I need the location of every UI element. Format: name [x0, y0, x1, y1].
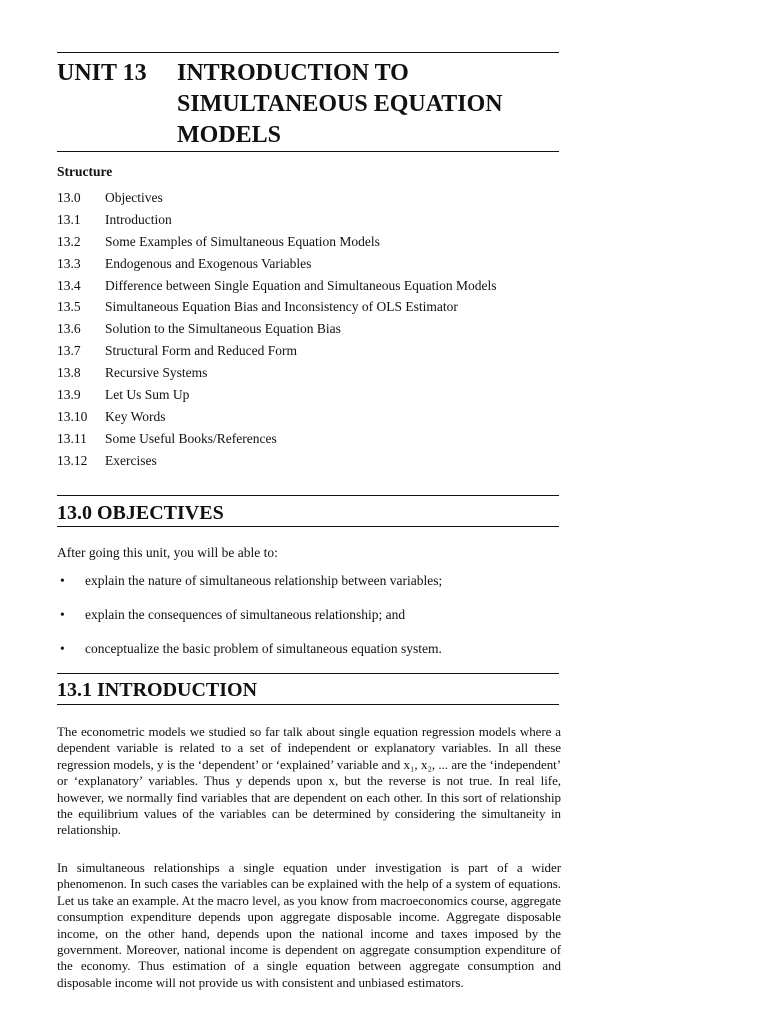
- structure-heading: Structure: [57, 164, 113, 179]
- structure-item-number: 13.12: [57, 452, 88, 468]
- structure-item-number: 13.11: [57, 430, 87, 446]
- unit-title-lines: [177, 58, 503, 151]
- structure-item: [57, 450, 557, 472]
- bullet-icon: •: [60, 607, 65, 622]
- structure-item-number: 13.3: [57, 255, 81, 271]
- structure-item-number: 13.6: [57, 321, 81, 337]
- structure-item-number: 13.0: [57, 190, 81, 205]
- structure-item-label: Let Us Sum Up: [105, 387, 190, 403]
- structure-item: [57, 406, 557, 428]
- objective-text: explain the consequences of simultaneous relationship; and: [85, 607, 406, 622]
- bullet-icon: •: [60, 641, 65, 656]
- structure-item-label: Simultaneous Equation Bias and Inconsistency of OLS Estimator: [105, 299, 458, 315]
- structure-item: [57, 253, 557, 275]
- structure-item: [57, 362, 557, 384]
- structure-item: [57, 318, 557, 340]
- structure-item-label: Objectives: [105, 190, 163, 205]
- structure-item-label: Key Words: [105, 408, 166, 424]
- structure-item-label: Recursive Systems: [105, 365, 208, 381]
- introduction-bottom-rule: [57, 704, 559, 705]
- structure-item-label: Structural Form and Reduced Form: [105, 343, 297, 359]
- unit-title-line: INTRODUCTION TO: [177, 60, 409, 86]
- structure-item-label: Introduction: [105, 211, 172, 227]
- objective-item: [57, 571, 557, 605]
- introduction-paragraph: In simultaneous relationships a single equation under investigation is part of a wider phenomenon. In such cases the variables can be explained with the help of a system of equations. Let us take an example. At the macro level, as you know from macroeconomics course, aggregate consumption expenditure depends upon aggregate disposable income. Aggregate disposable income, on the other hand, depends upon the national income and taxes imposed by the government. Moreover, national income is dependent on aggregate consumption expenditure of the economy. Thus estimation of a single equation between aggregate consumption and disposable income will not provide us with consistent and unbiased estimators.: [57, 860, 561, 990]
- structure-item-label: Some Useful Books/References: [105, 430, 277, 446]
- structure-item-number: 13.1: [57, 211, 81, 227]
- objective-text: explain the nature of simultaneous relationship between variables;: [85, 573, 443, 588]
- title-rule: [57, 151, 559, 152]
- structure-item-label: Exercises: [105, 452, 157, 468]
- structure-item: [57, 187, 557, 209]
- objectives-intro: After going this unit, you will be able to:: [57, 545, 278, 560]
- objective-item: [57, 605, 557, 639]
- structure-item-number: 13.9: [57, 387, 81, 403]
- structure-item-number: 13.5: [57, 299, 81, 315]
- structure-item-number: 13.8: [57, 365, 81, 381]
- objective-item: [57, 639, 557, 673]
- bullet-icon: •: [60, 573, 65, 588]
- structure-list: [57, 187, 557, 472]
- structure-item-label: Difference between Single Equation and Simultaneous Equation Models: [105, 277, 497, 293]
- structure-item-label: Some Examples of Simultaneous Equation Models: [105, 233, 380, 249]
- structure-item: [57, 340, 557, 362]
- introduction-top-rule: [57, 673, 559, 674]
- structure-item: [57, 296, 557, 318]
- unit-title-line: MODELS: [177, 122, 282, 148]
- structure-item-label: Solution to the Simultaneous Equation Bias: [105, 321, 341, 337]
- introduction-paragraph: The econometric models we studied so far talk about single equation regression models where a dependent variable is related to a set of independent or explanatory variables. In all these regression models, y is the ‘dependent’ or ‘explained’ variable and x₁, x₂, ... are the ‘independent’ or ‘explanatory’ variables. Thus y depends upon x, but the reverse is not true. In real life, however, we normally find variables that are dependent on each other. In this sort of relationship the equilibrium values of the variables can be determined by considering the simultaneity in relationship.: [57, 724, 561, 838]
- structure-item: [57, 275, 557, 297]
- structure-item-label: Endogenous and Exogenous Variables: [105, 255, 312, 271]
- structure-item-number: 13.4: [57, 277, 81, 293]
- structure-item-number: 13.2: [57, 233, 81, 249]
- objectives-bottom-rule: [57, 526, 559, 527]
- introduction-heading: 13.1 INTRODUCTION: [57, 679, 258, 701]
- objectives-top-rule: [57, 495, 559, 496]
- structure-item: [57, 231, 557, 253]
- unit-title-line: SIMULTANEOUS EQUATION: [177, 91, 503, 117]
- objective-text: conceptualize the basic problem of simultaneous equation system.: [85, 641, 442, 656]
- objectives-list: [57, 571, 557, 673]
- structure-item: [57, 209, 557, 231]
- unit-label: UNIT 13: [57, 60, 147, 86]
- structure-item: [57, 384, 557, 406]
- structure-item-number: 13.7: [57, 343, 81, 359]
- top-rule: [57, 52, 559, 53]
- structure-item-number: 13.10: [57, 408, 88, 424]
- structure-item: [57, 428, 557, 450]
- objectives-heading: 13.0 OBJECTIVES: [57, 502, 224, 524]
